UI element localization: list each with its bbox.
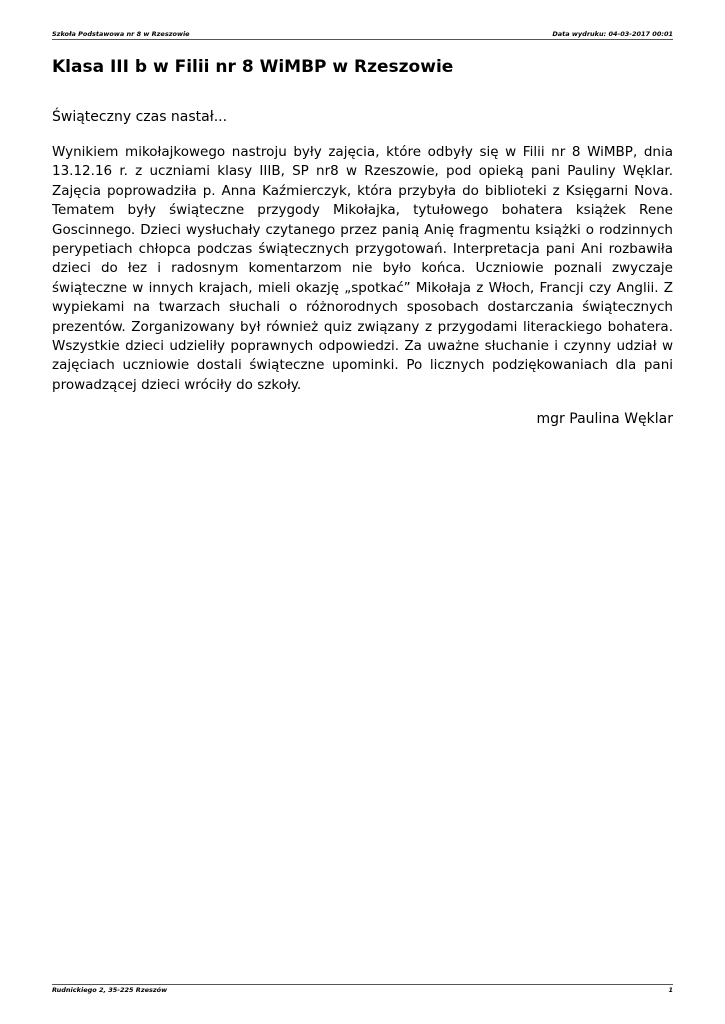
article-body: Wynikiem mikołajkowego nastroju były zajęcia, które odbyły się w Filii nr 8 WiMBP, dnia 13.12.16 r. z uczniami klasy IIIB, SP nr8 w Rzeszowie, pod opieką pani Pauliny Węklar. Zajęcia poprowadziła p. Anna Kaźmierczyk, która przybyła do biblioteki z Księgarni Nova. Tematem były świąteczne przygody Mikołajka, tytułowego bohatera książek Rene Goscinnego. Dzieci wysłuchały czytanego przez panią Anię fragmentu książki o rodzinnych perypetiach chłopca podczas świątecznych przygotowań. Interpretacja pani Ani rozbawiła dzieci do łez i radosnym komentarzom nie było końca. Uczniowie poznali zwyczaje świąteczne w innych krajach, mieli okazję „spotkać” Mikołaja z Włoch, Francji czy Anglii. Z wypiekami na twarzach słuchali o różnorodnych sposobach dostarczania świątecznych prezentów. Zorganizowany był również quiz związany z przygodami literackiego bohatera. Wszystkie dzieci udzieliły poprawnych odpowiedzi. Za uważne słuchanie i czynny udział w zajęciach uczniowie dostali świąteczne upominki. Po licznych podziękowaniach dla pani prowadzącej dzieci wróciły do szkoły. xyxy=(52,144,673,393)
article-lead: Świąteczny czas nastał... xyxy=(52,109,228,125)
header-print-date: Data wydruku: 04-03-2017 00:01 xyxy=(552,30,673,38)
header-school-name: Szkoła Podstawowa nr 8 w Rzeszowie xyxy=(52,30,190,38)
article-title: Klasa III b w Filii nr 8 WiMBP w Rzeszowie xyxy=(52,57,454,77)
page-footer xyxy=(52,984,673,995)
footer-address: Rudnickiego 2, 35-225 Rzeszów xyxy=(52,986,168,994)
article-signature: mgr Paulina Węklar xyxy=(536,411,673,427)
footer-page-number: 1 xyxy=(668,986,673,994)
page-header xyxy=(52,30,673,40)
